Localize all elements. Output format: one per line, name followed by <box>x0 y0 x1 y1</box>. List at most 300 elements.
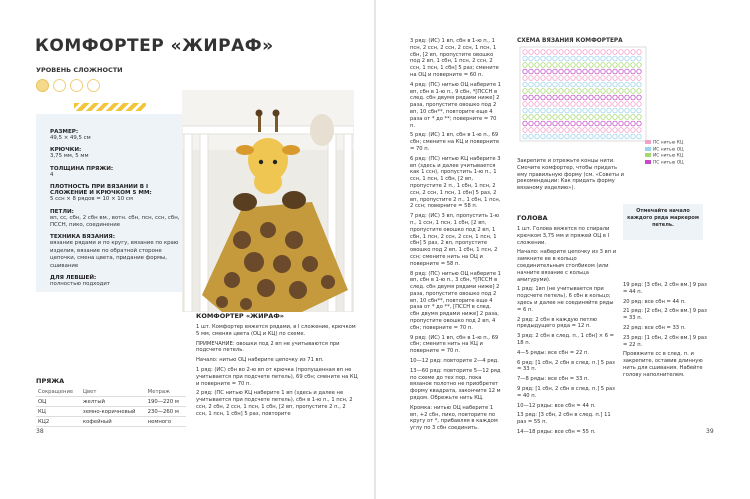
stitch-mark <box>535 69 539 74</box>
table-cell: земно-коричневый <box>81 407 146 417</box>
stitch-mark <box>535 76 539 81</box>
legend-label: ПС нитью КЦ <box>653 140 684 146</box>
stitch-mark <box>607 69 611 74</box>
difficulty-label: УРОВЕНЬ СЛОЖНОСТИ <box>36 66 123 74</box>
stitch-mark <box>613 121 617 126</box>
stitch-mark <box>529 76 533 81</box>
stitch-mark <box>583 50 587 55</box>
table-cell: желтый <box>81 397 146 407</box>
stitch-mark <box>571 69 575 74</box>
stitch-mark <box>547 76 551 81</box>
paragraph: 4—5 ряды: все сбн = 22 п. <box>517 349 590 356</box>
stitch-mark <box>637 121 641 126</box>
stitch-mark <box>613 134 617 139</box>
difficulty-dot <box>70 79 83 92</box>
stitch-mark <box>553 56 557 61</box>
paragraph: 3 ряд: (ИС) 1 вп, сбн в 1-ю п., 1 псн, 2 ссн, 2 ссн, 2 ссн, 1 псн, 1 сбн, [2 вп, пропустите овошко под 2 вп, 1 сбн, 1 псн, 2 ссн, 2 ссн, 1 псн, 1 сбн] 5 раз; смените на ОЦ и поверните = 60 п. <box>410 38 499 78</box>
stitch-mark <box>607 108 611 113</box>
stitch-mark <box>619 56 623 61</box>
stitch-mark <box>571 50 575 55</box>
stitch-mark <box>535 102 539 107</box>
stitch-mark <box>631 89 635 94</box>
stitch-mark <box>541 89 545 94</box>
paragraph: 13—60 ряд: повторите 5—12 ряд по схеме до тех пор, пока вязаное полотно не приобретет форму квадрата, закончите 12 м рядом. Обрежьте нить КЦ. <box>410 367 501 402</box>
stitch-mark <box>631 128 635 133</box>
giraffe-comforter-photo <box>182 90 354 312</box>
stitch-mark <box>535 128 539 133</box>
paragraph: Кромка: нитью ОЦ наберите 1 вп, +2 сбн, пико, повторите по кругу от *, прибавляя в каждом углу по 3 сбн соединить. <box>410 404 498 432</box>
stitch-mark <box>625 128 629 133</box>
stitch-mark <box>625 121 629 126</box>
chart-legend <box>645 140 684 166</box>
info-heading: ТОЛЩИНА ПРЯЖИ: <box>50 165 114 172</box>
info-heading: ПЕТЛИ: <box>50 208 74 215</box>
stitch-mark <box>583 76 587 81</box>
stitch-mark <box>601 121 605 126</box>
difficulty-dot <box>87 79 100 92</box>
stitch-mark <box>577 50 581 55</box>
stitch-mark <box>565 115 569 120</box>
stitch-mark <box>577 95 581 100</box>
stitch-mark <box>607 56 611 61</box>
difficulty-dot <box>36 79 49 92</box>
info-heading: ТЕХНИКА ВЯЗАНИЯ: <box>50 234 115 241</box>
stitch-mark <box>619 134 623 139</box>
stitch-mark <box>631 121 635 126</box>
stitch-mark <box>589 50 593 55</box>
head-instructions <box>517 226 617 439</box>
stitch-mark <box>553 108 557 113</box>
stitch-mark <box>601 108 605 113</box>
stitch-mark <box>619 63 623 68</box>
paragraph: 1 шт. Комфортер вяжется рядами, в I сложение, крючком 5 мм, сменяя цвета (ОЦ и КЦ) по схеме. <box>196 324 356 337</box>
stitch-mark <box>559 102 563 107</box>
stitch-mark <box>613 95 617 100</box>
stitch-mark <box>637 95 641 100</box>
stitch-mark <box>613 50 617 55</box>
paragraph: 2 ряд: (ПС нитью КЦ наберите 1 вп (здесь и далее не учитывается при подсчете петель), сбн в 1-ю п., 1 псн, 2 ссн, 2 сбн, 2 ссн, 1 псн, 1 сбн, [2 вп, пропустите 2 п., 2 ссн, 1 псн, 1 сбн] 5 раз, повторите <box>196 390 353 417</box>
stitch-mark <box>607 89 611 94</box>
stitch-mark <box>553 102 557 107</box>
stitch-mark <box>637 115 641 120</box>
stitch-mark <box>547 115 551 120</box>
stitch-mark <box>601 69 605 74</box>
stitch-mark <box>613 63 617 68</box>
stitch-mark <box>571 108 575 113</box>
stitch-mark <box>607 134 611 139</box>
stitch-mark <box>547 95 551 100</box>
stitch-mark <box>571 134 575 139</box>
stitch-mark <box>619 82 623 87</box>
stitch-mark <box>595 95 599 100</box>
stitch-mark <box>553 95 557 100</box>
stitch-mark <box>595 69 599 74</box>
stitch-mark <box>589 82 593 87</box>
legend-swatch <box>645 153 651 157</box>
stitch-mark <box>571 56 575 61</box>
stitch-mark <box>529 108 533 113</box>
stitch-mark <box>607 121 611 126</box>
stitch-mark <box>607 50 611 55</box>
table-cell: КЦ <box>36 407 81 417</box>
info-heading: ДЛЯ ЛЕВШЕЙ: <box>50 275 97 282</box>
stitch-mark <box>571 102 575 107</box>
stitch-mark <box>571 115 575 120</box>
stitch-mark <box>589 115 593 120</box>
stitch-mark <box>553 128 557 133</box>
paragraph: 9 ряд: [1 сбн, 2 сбн в след. п.] 5 раз = 40 п. <box>517 385 615 399</box>
stitch-mark <box>577 121 581 126</box>
paragraph: 19 ряд: [3 сбн, 2 сбн вм.] 9 раз = 44 п. <box>623 282 707 295</box>
stitch-mark <box>565 102 569 107</box>
stitch-mark <box>565 108 569 113</box>
stitch-mark <box>619 115 623 120</box>
paragraph: 1 шт. Голова вяжется по спирали крючком 3,75 мм и пряжей ОЦ в I сложении. <box>517 226 610 246</box>
paragraph: 1 ряд: (ИС) сбн во 2-ю вп от крючка (пропущенная вп не учитывается при подсчете петель), 69 сбн; смените на КЦ и поверните = 70 п. <box>196 366 358 387</box>
stitch-mark <box>559 108 563 113</box>
stitch-mark <box>619 95 623 100</box>
info-heading: КРЮЧКИ: <box>50 147 82 154</box>
stitch-mark <box>547 69 551 74</box>
stitch-mark <box>547 128 551 133</box>
stitch-mark <box>631 50 635 55</box>
stitch-mark <box>559 128 563 133</box>
paragraph: 23 ряд: [1 сбн, 2 сбн вм.] 9 раз = 22 п. <box>623 334 707 348</box>
stitch-mark <box>565 69 569 74</box>
stitch-mark <box>559 89 563 94</box>
stitch-mark <box>631 63 635 68</box>
stitch-mark <box>595 63 599 68</box>
stitch-mark <box>535 89 539 94</box>
stitch-mark <box>541 134 545 139</box>
stitch-mark <box>601 63 605 68</box>
stitch-mark <box>595 89 599 94</box>
stitch-mark <box>559 69 563 74</box>
instructions-column-4 <box>623 282 709 382</box>
stitch-mark <box>589 63 593 68</box>
stitch-mark <box>589 56 593 61</box>
yarn-table-header <box>36 387 186 397</box>
stitch-mark <box>559 121 563 126</box>
stitch-mark <box>559 115 563 120</box>
stitch-mark <box>553 82 557 87</box>
stitch-mark <box>613 102 617 107</box>
stitch-mark <box>625 89 629 94</box>
paragraph: 5 ряд: (ИС) 1 вп, сбн в 1-ю п., 69 сбн; смените на КЦ и поверните = 70 п. <box>410 132 500 152</box>
stitch-mark <box>583 102 587 107</box>
paragraph: 8 ряд: (ПС) нитью ОЦ наберите 1 вп, сбн в 1-ю п., 3 сбн, *[ПССН в след. сбн двумя рядами ниже] 2 раза, пропустите овошко под 2 вп, 10 сбн**, повторите еще 4 раза от * до **, [ПССН в след. сбн двумя рядами ниже] 2 раза, пропустите овошко под 2 вп, 4 сбн; поверните = 70 п. <box>410 270 501 331</box>
difficulty-rating <box>36 79 100 92</box>
stitch-mark <box>583 95 587 100</box>
stitch-mark <box>547 108 551 113</box>
paragraph: 21 ряд: [2 сбн, 2 сбн вм.] 9 раз = 33 п. <box>623 308 707 322</box>
stitch-mark <box>535 121 539 126</box>
stitch-mark <box>523 128 527 133</box>
legend-swatch <box>645 160 651 164</box>
table-row <box>36 407 186 417</box>
stitch-mark <box>631 95 635 100</box>
stitch-mark <box>541 63 545 68</box>
stitch-mark <box>637 56 641 61</box>
stitch-mark <box>637 50 641 55</box>
info-value: 4 <box>50 171 54 178</box>
stitch-mark <box>637 102 641 107</box>
stitch-mark <box>523 63 527 68</box>
stitch-mark <box>553 134 557 139</box>
stitch-mark <box>625 56 629 61</box>
stitch-mark <box>535 56 539 61</box>
stitch-mark <box>529 63 533 68</box>
stitch-mark <box>571 89 575 94</box>
stitch-mark <box>637 76 641 81</box>
stitch-mark <box>523 102 527 107</box>
stitch-mark <box>619 69 623 74</box>
table-cell: 230—260 м <box>146 407 186 417</box>
stitch-mark <box>619 128 623 133</box>
yarn-col-header: Цвет <box>81 387 146 397</box>
stitch-mark <box>595 82 599 87</box>
stitch-mark <box>559 95 563 100</box>
stitch-mark <box>625 50 629 55</box>
stitch-mark <box>625 76 629 81</box>
stitch-mark <box>541 121 545 126</box>
paragraph: Начало: наберите цепочку из 3 вп и замкните ее в кольцо соединительным столбиком (или начните вязание с кольца амигуруми). <box>517 249 617 283</box>
stitch-mark <box>523 108 527 113</box>
stitch-mark <box>541 102 545 107</box>
stitch-mark <box>613 128 617 133</box>
stitch-mark <box>583 134 587 139</box>
stitch-mark <box>541 108 545 113</box>
stitch-mark <box>607 102 611 107</box>
stitch-mark <box>601 50 605 55</box>
stitch-mark <box>589 89 593 94</box>
stitch-mark <box>607 82 611 87</box>
stitch-mark <box>595 102 599 107</box>
stitch-mark <box>589 134 593 139</box>
stitch-mark <box>601 102 605 107</box>
decorative-stripe <box>74 103 146 111</box>
stitch-mark <box>577 108 581 113</box>
table-cell: КЦ2 <box>36 417 81 427</box>
stitch-mark <box>625 108 629 113</box>
stitch-mark <box>577 56 581 61</box>
stitch-mark <box>619 76 623 81</box>
info-value: 3,75 мм, 5 мм <box>50 153 89 160</box>
stitch-mark <box>619 89 623 94</box>
stitch-mark <box>547 56 551 61</box>
stitch-mark <box>553 76 557 81</box>
stitch-mark <box>595 134 599 139</box>
stitch-mark <box>619 102 623 107</box>
stitch-mark <box>589 76 593 81</box>
stitch-mark <box>523 69 527 74</box>
paragraph: 10—12 ряд: повторите 2—4 ряд. <box>410 358 499 365</box>
paragraph: 4 ряд: (ПС) нитью ОЦ наберите 1 вп, сбн в 1-ю п., 9 сбн, *[ПССН в след. сбн двумя рядами ниже] 2 раза, пропустите овошко под 2 вп, 10 сбн**, повторите еще 4 раза от * до **; поверните = 70 п. <box>410 81 501 129</box>
stitch-mark <box>595 115 599 120</box>
head-heading: ГОЛОВА <box>517 214 548 222</box>
stitch-mark <box>541 115 545 120</box>
stitch-mark <box>589 95 593 100</box>
stitch-mark <box>595 128 599 133</box>
stitch-mark <box>625 102 629 107</box>
stitch-mark <box>637 128 641 133</box>
info-heading: ПЛОТНОСТЬ ПРИ ВЯЗАНИИ В I СЛОЖЕНИЕ И КРЮЧКОМ 5 ММ: <box>50 184 152 197</box>
info-heading: РАЗМЕР: <box>50 129 79 135</box>
stitch-mark <box>535 63 539 68</box>
info-value: 49,5 × 49,5 см <box>50 135 91 141</box>
stitch-mark <box>523 76 527 81</box>
left-page <box>0 0 374 499</box>
yarn-col-header: Метраж <box>146 387 186 397</box>
stitch-mark <box>631 82 635 87</box>
paragraph: 3 ряд: 2 сбн в след. п., 1 сбн] × 6 = 18 п. <box>517 333 615 346</box>
schema-heading: СХЕМА ВЯЗАНИЯ КОМФОРТЕРА <box>517 38 623 44</box>
stitch-mark <box>541 50 545 55</box>
stitch-mark <box>571 95 575 100</box>
paragraph: 7 ряд: (ИС) 3 вп, пропустить 1-ю п., 1 ссн, 1 псн, 1 сбн, [2 вп, пропустите овошко под 2 вп, 1 сбн, 1 псн, 2 ссн, 2 ссн, 1 псн, 1 сбн] 5 раз, 2 вп, пропустите овошко под 2 вп, 1 сбн, 1 псн, 2 ссн; смените нить на ОЦ и поверните = 58 п. <box>410 213 500 267</box>
stitch-mark <box>637 89 641 94</box>
stitch-mark <box>607 63 611 68</box>
stitch-mark <box>577 89 581 94</box>
stitch-mark <box>607 128 611 133</box>
stitch-mark <box>547 50 551 55</box>
stitch-mark <box>565 63 569 68</box>
yarn-table <box>36 387 186 427</box>
table-cell: 190—220 м <box>146 397 186 407</box>
stitch-mark <box>523 121 527 126</box>
instructions-column-2 <box>410 38 502 435</box>
stitch-mark <box>565 128 569 133</box>
stitch-mark <box>595 108 599 113</box>
stitch-mark <box>625 82 629 87</box>
stitch-mark <box>529 102 533 107</box>
stitch-mark <box>565 134 569 139</box>
stitch-mark <box>559 76 563 81</box>
stitch-mark <box>601 89 605 94</box>
page-title: КОМФОРТЕР «ЖИРАФ» <box>35 36 274 56</box>
stitch-mark <box>613 56 617 61</box>
stitch-mark <box>541 128 545 133</box>
table-cell: ОЦ <box>36 397 81 407</box>
paragraph: Провяжите сс в след. п. и закрепите, оставив длинную нить для сшивания. Набейте голову наполнителем. <box>623 351 703 378</box>
paragraph: 22 ряд: все сбн = 33 п. <box>623 324 686 331</box>
stitch-mark <box>535 134 539 139</box>
stitch-mark <box>547 134 551 139</box>
stitch-mark <box>559 63 563 68</box>
stitch-mark <box>625 69 629 74</box>
right-page <box>376 0 750 499</box>
stitch-mark <box>631 76 635 81</box>
stitch-mark <box>535 50 539 55</box>
stitch-mark <box>577 76 581 81</box>
stitch-mark <box>577 82 581 87</box>
stitch-mark <box>637 69 641 74</box>
stitch-mark <box>589 108 593 113</box>
stitch-mark <box>523 56 527 61</box>
stitch-mark <box>589 69 593 74</box>
difficulty-dot <box>53 79 66 92</box>
page-number: 38 <box>36 428 44 435</box>
stitch-mark <box>523 89 527 94</box>
paragraph: 14—18 ряды: все сбн = 55 п. <box>517 428 596 435</box>
stitch-mark <box>529 128 533 133</box>
stitch-mark <box>583 56 587 61</box>
stitch-mark <box>583 63 587 68</box>
stitch-mark <box>613 69 617 74</box>
paragraph: 20 ряд: все сбн = 44 п. <box>623 298 686 305</box>
stitch-mark <box>565 95 569 100</box>
stitch-mark <box>631 134 635 139</box>
section-heading: КОМФОРТЕР «ЖИРАФ» <box>196 312 284 320</box>
stitch-mark <box>601 134 605 139</box>
stitch-mark <box>571 76 575 81</box>
stitch-mark <box>637 63 641 68</box>
info-box <box>36 114 184 292</box>
stitch-mark <box>565 76 569 81</box>
stitch-mark <box>529 134 533 139</box>
stitch-mark <box>535 95 539 100</box>
stitch-mark <box>583 121 587 126</box>
stitch-mark <box>601 115 605 120</box>
stitch-mark <box>541 82 545 87</box>
stitch-mark <box>565 56 569 61</box>
table-cell: немного <box>146 417 186 427</box>
stitch-mark <box>589 121 593 126</box>
stitch-mark <box>523 95 527 100</box>
stitch-mark <box>523 134 527 139</box>
stitch-mark <box>577 102 581 107</box>
stitch-mark <box>571 121 575 126</box>
info-value: 5 ссн × 8 рядов = 10 × 10 см <box>50 196 133 203</box>
stitch-mark <box>631 69 635 74</box>
stitch-mark <box>613 89 617 94</box>
paragraph: ПРИМЕЧАНИЕ: овошки под 2 вп не учитываются при подсчете петель. <box>196 340 340 354</box>
stitch-mark <box>535 108 539 113</box>
stitch-mark <box>541 76 545 81</box>
stitch-mark <box>547 102 551 107</box>
crochet-chart <box>517 46 697 148</box>
stitch-mark <box>589 128 593 133</box>
stitch-mark <box>529 115 533 120</box>
stitch-mark <box>529 69 533 74</box>
stitch-mark <box>529 89 533 94</box>
stitch-mark <box>631 115 635 120</box>
stitch-mark <box>553 115 557 120</box>
stitch-mark <box>595 76 599 81</box>
stitch-mark <box>631 56 635 61</box>
stitch-mark <box>553 89 557 94</box>
stitch-mark <box>607 76 611 81</box>
stitch-mark <box>565 89 569 94</box>
table-row <box>36 397 186 407</box>
stitch-mark <box>619 50 623 55</box>
stitch-mark <box>601 95 605 100</box>
legend-label: ИС нитью ОЦ <box>653 147 684 152</box>
stitch-mark <box>547 63 551 68</box>
stitch-mark <box>541 69 545 74</box>
stitch-mark <box>553 50 557 55</box>
stitch-mark <box>583 115 587 120</box>
paragraph: 7—8 ряды: все сбн = 33 п. <box>517 376 590 383</box>
stitch-mark <box>553 121 557 126</box>
stitch-mark <box>631 102 635 107</box>
stitch-mark <box>625 115 629 120</box>
stitch-mark <box>529 121 533 126</box>
yarn-col-header: Сокращение <box>36 387 81 397</box>
stitch-mark <box>529 50 533 55</box>
stitch-mark <box>529 82 533 87</box>
stitch-mark <box>601 82 605 87</box>
